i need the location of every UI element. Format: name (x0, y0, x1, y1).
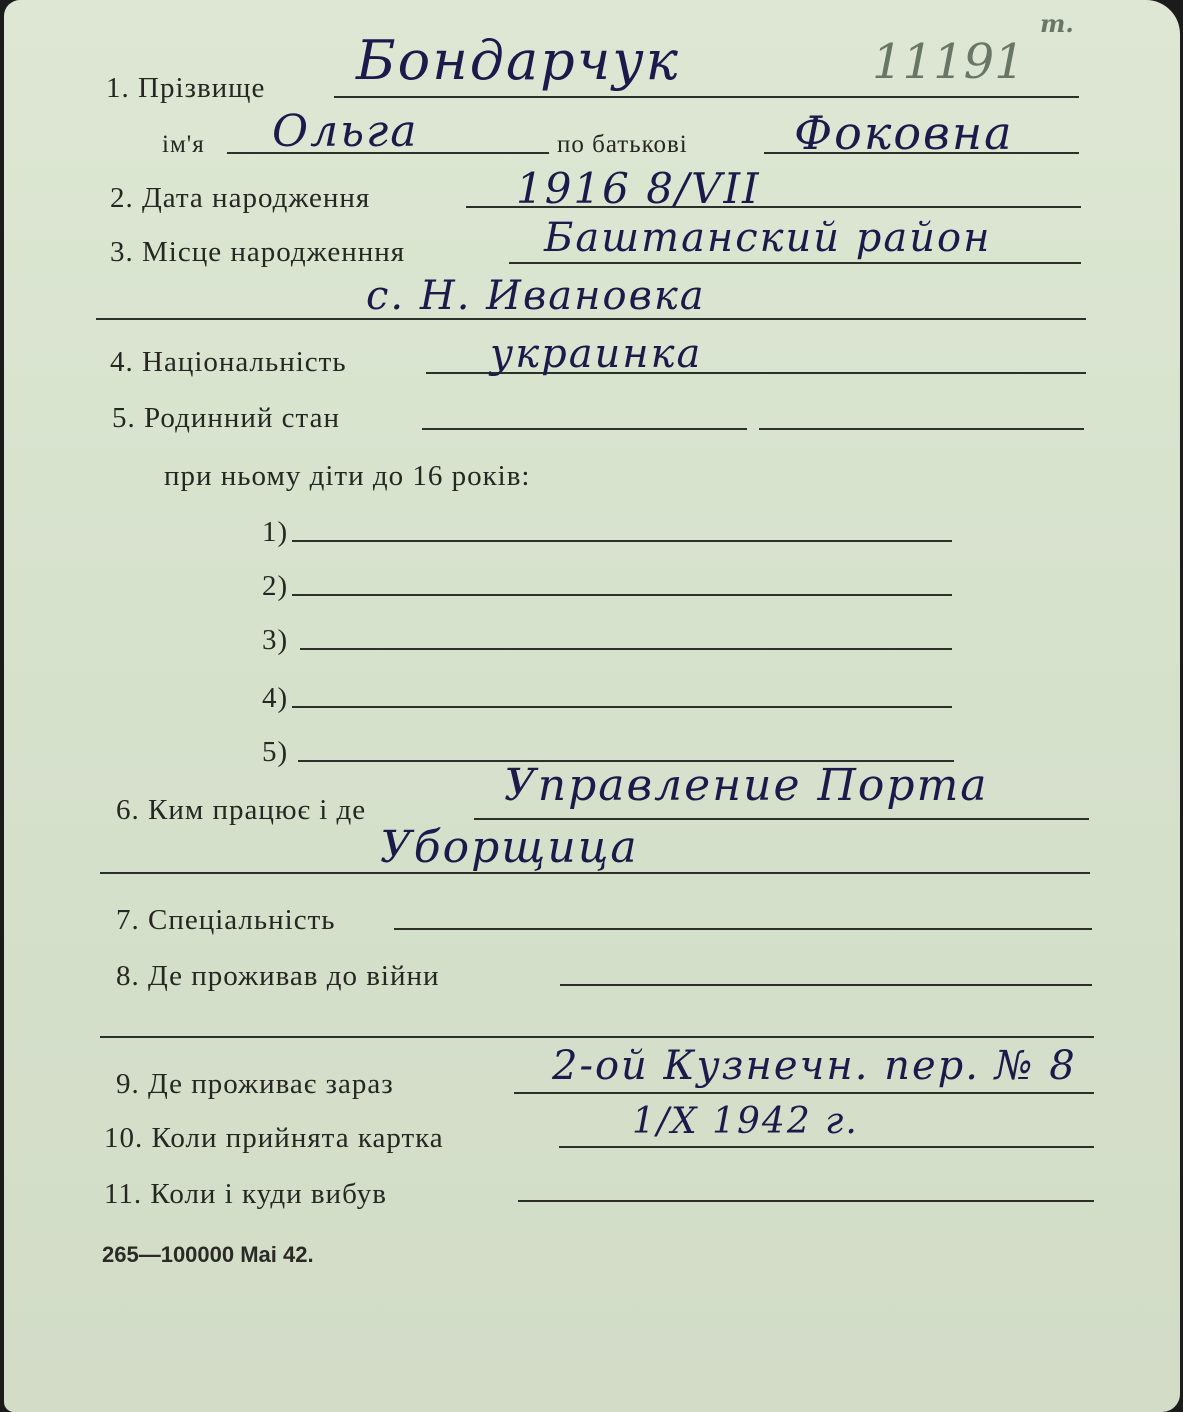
label-child-3: 3) (262, 624, 289, 656)
label-marital-status: 5. Родинний стан (112, 402, 340, 434)
value-workplace-line1: Управление Порта (504, 760, 989, 811)
line-marital-status-2 (759, 428, 1084, 430)
label-departure: 11. Коли і куди вибув (104, 1178, 387, 1210)
label-current-residence: 9. Де проживає зараз (116, 1068, 394, 1100)
line-marital-status (422, 428, 747, 430)
registration-card (4, 0, 1180, 1412)
value-first-name: Ольга (272, 106, 419, 157)
value-birth-place-line1: Баштанский район (544, 215, 992, 261)
value-nationality: украинка (490, 331, 703, 377)
label-surname: 1. Прізвище (106, 72, 266, 104)
label-birth-place: 3. Місце народженння (110, 236, 406, 268)
card-number: 11191 (872, 34, 1025, 90)
label-specialty: 7. Спеціальність (116, 904, 336, 936)
line-child-3 (300, 648, 952, 650)
line-departure (518, 1200, 1094, 1202)
label-prewar-residence: 8. Де проживав до війни (116, 960, 440, 992)
label-workplace: 6. Ким працює і де (116, 794, 367, 826)
value-card-accepted: 1/X 1942 г. (632, 1101, 859, 1142)
value-birth-place-line2: с. Н. Ивановка (366, 273, 706, 319)
line-surname (334, 96, 1079, 98)
label-child-2: 2) (262, 570, 289, 602)
line-child-1 (292, 540, 952, 542)
value-surname: Бондарчук (356, 29, 680, 92)
line-child-4 (292, 706, 952, 708)
line-birth-place (509, 262, 1081, 264)
line-prewar-residence (560, 984, 1092, 986)
label-patronymic: по батькові (557, 131, 688, 158)
corner-mark: m. (1040, 9, 1074, 38)
value-patronymic: Фоковна (794, 106, 1014, 160)
line-specialty (394, 928, 1092, 930)
value-birth-date: 1916 8/VII (516, 164, 761, 213)
line-child-2 (292, 594, 952, 596)
line-prewar-residence-2 (100, 1036, 1094, 1038)
label-first-name: ім'я (162, 131, 205, 158)
label-card-accepted: 10. Коли прийнята картка (104, 1122, 444, 1154)
label-nationality: 4. Національність (110, 346, 347, 378)
label-child-1: 1) (262, 516, 289, 548)
value-workplace-line2: Уборщица (380, 822, 639, 873)
label-birth-date: 2. Дата народження (110, 182, 371, 214)
value-current-residence: 2-ой Кузнечн. пер. № 8 (552, 1043, 1077, 1089)
print-run-footer: 265—100000 Mai 42. (102, 1242, 314, 1267)
line-workplace (474, 818, 1089, 820)
line-current-residence (514, 1092, 1094, 1094)
line-card-accepted (559, 1146, 1094, 1148)
label-children: при ньому діти до 16 років: (164, 460, 531, 492)
label-child-5: 5) (262, 736, 289, 768)
label-child-4: 4) (262, 682, 289, 714)
